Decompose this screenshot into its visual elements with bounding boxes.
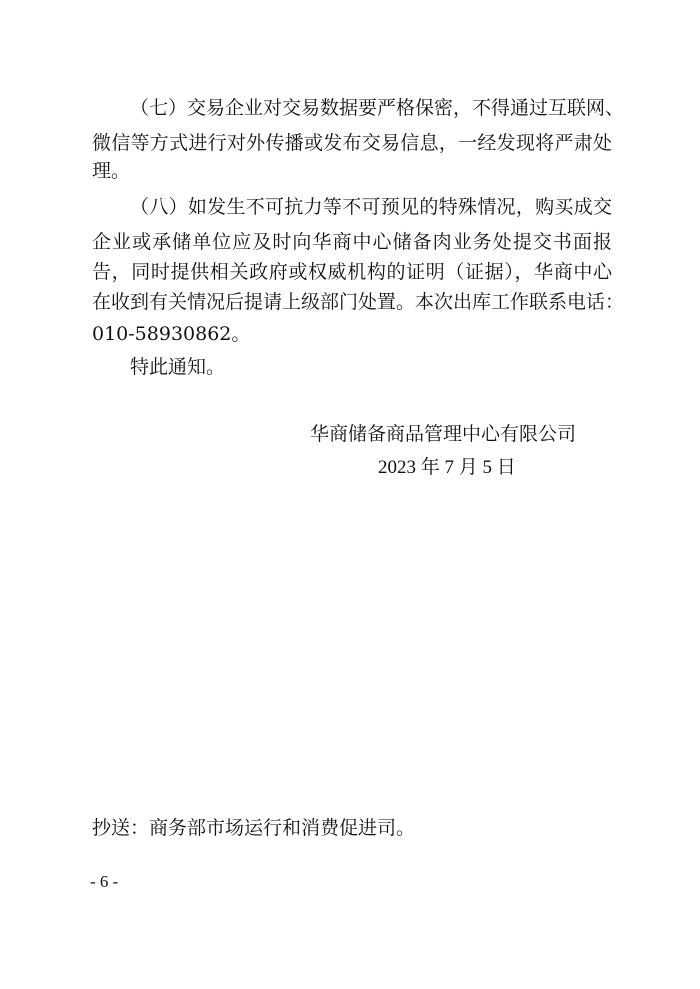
page-number: - 6 - — [90, 872, 119, 891]
signature-date: 2023 年 7 月 5 日 — [378, 457, 516, 478]
paragraph-7-line-1: （七）交易企业对交易数据要严格保密，不得通过互联网、 — [130, 97, 625, 119]
paragraph-7-line-2: 微信等方式进行对外传播或发布交易信息，一经发现将严肃处 — [92, 132, 612, 154]
paragraph-8-line-4: 在收到有关情况后提请上级部门处置。本次出库工作联系电话： — [92, 291, 625, 313]
paragraph-8-line-3: 告，同时提供相关政府或权威机构的证明（证据），华商中心 — [92, 261, 612, 283]
signature-org: 华商储备商品管理中心有限公司 — [310, 423, 577, 445]
cc-line: 抄送：商务部市场运行和消费促进司。 — [92, 817, 416, 839]
closing-line: 特此通知。 — [130, 356, 226, 378]
paragraph-8-line-2: 企业或承储单位应及时向华商中心储备肉业务处提交书面报 — [92, 231, 612, 253]
paragraph-8-line-5: 010-58930862。 — [92, 323, 251, 345]
paragraph-8-line-1: （八）如发生不可抗力等不可预见的特殊情况，购买成交 — [130, 196, 612, 218]
paragraph-7-line-3: 理。 — [92, 160, 131, 182]
